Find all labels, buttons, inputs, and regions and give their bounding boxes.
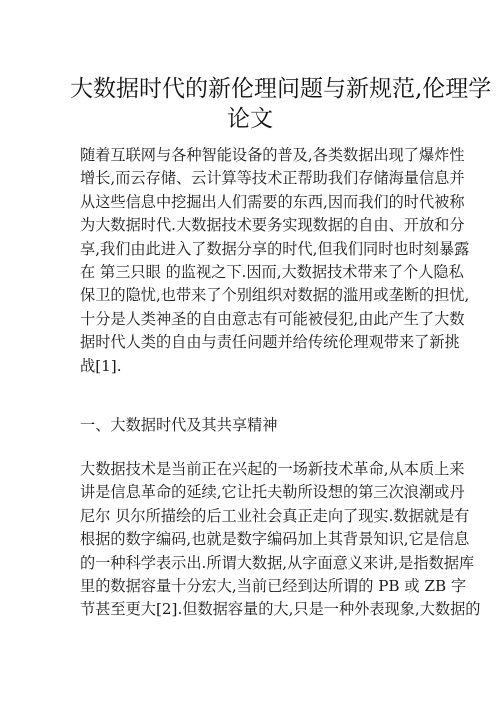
- paragraph-line: 战[1].: [80, 356, 122, 375]
- paragraph-line: 在 第三只眼 的监视之下.因而,大数据技术带来了个人隐私: [80, 263, 464, 282]
- paragraph-line: 随着互联网与各种智能设备的普及,各类数据出现了爆炸性: [80, 146, 465, 164]
- paragraph-section-1: [80, 458, 481, 622]
- paragraph-line: 十分是人类神圣的自由意志有可能被侵犯,由此产生了大数: [80, 309, 465, 328]
- paragraph-line: 尼尔 贝尔所描绘的后工业社会真正走向了现实.数据就是有: [80, 506, 470, 525]
- document-title: [70, 74, 492, 134]
- paragraph-line: 根据的数字编码,也就是数字编码加上其背景知识,它是信息: [80, 530, 470, 549]
- section-heading: 一、大数据时代及其共享精神: [80, 416, 278, 434]
- paragraph-intro: [80, 144, 470, 378]
- paragraph-line: 节甚至更大[2].但数据容量的大,只是一种外表现象,大数据的: [80, 600, 481, 619]
- title-line-2: 论文: [227, 106, 273, 132]
- paragraph-line: 里的数据容量十分宏大,当前已经到达所谓的 PB 或 ZB 字: [80, 577, 467, 596]
- paragraph-line: 大数据技术是当前正在兴起的一场新技术革命,从本质上来: [80, 460, 465, 478]
- paragraph-line: 为大数据时代.大数据技术要务实现数据的自由、开放和分: [80, 216, 465, 235]
- paragraph-line: 讲是信息革命的延续,它让托夫勒所设想的第三次浪潮或丹: [80, 483, 465, 502]
- paragraph-line: 享,我们由此进入了数据分享的时代,但我们同时也时刻暴露: [80, 239, 470, 258]
- paragraph-line: 从这些信息中挖掘出人们需要的东西,因而我们的时代被称: [80, 192, 465, 211]
- paragraph-line: 保卫的隐忧,也带来了个别组织对数据的滥用或垄断的担忧,: [80, 286, 470, 305]
- paragraph-line: 的一种科学表示出.所谓大数据,从字面意义来讲,是指数据库: [80, 553, 475, 572]
- paragraph-line: 据时代人类的自由与责任问题并给传统伦理观带来了新挑: [80, 333, 460, 352]
- paragraph-line: 增长,而云存储、云计算等技术正帮助我们存储海量信息并: [80, 169, 465, 188]
- title-line-1: 大数据时代的新伦理问题与新规范,伦理学: [70, 76, 492, 102]
